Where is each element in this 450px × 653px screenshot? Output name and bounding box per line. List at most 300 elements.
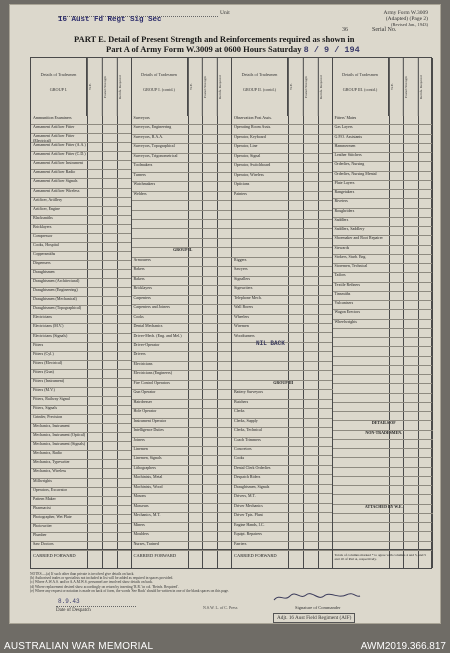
table-row: Nurses, Trained bbox=[132, 542, 188, 551]
table-row-rule bbox=[87, 451, 131, 460]
table-row-rule bbox=[188, 419, 232, 428]
table-row-rule bbox=[288, 267, 332, 276]
table-row: Operator, Signal bbox=[232, 154, 288, 163]
table-row: Millwrights bbox=[31, 479, 87, 488]
table-row: Mechanics, Instrument (Signals) bbox=[31, 442, 87, 451]
table-row: Operating Room Assts. bbox=[232, 125, 288, 134]
table-row: Joiners bbox=[132, 438, 188, 447]
table-row: Clerks, Supply bbox=[232, 419, 288, 428]
table-row: Drivers bbox=[132, 352, 188, 361]
table-row: Driver Mechanics bbox=[232, 504, 288, 513]
table-row: GROUP III bbox=[232, 381, 333, 390]
table-row: Lithographers bbox=[132, 466, 188, 475]
table-row bbox=[232, 211, 288, 220]
column-header-3: Reinfs. Required bbox=[418, 58, 433, 116]
table-row-rule bbox=[87, 189, 131, 198]
table-row: Fitters (M.V.) bbox=[31, 388, 87, 397]
table-row-rule bbox=[389, 209, 433, 218]
table-row: Clerks bbox=[232, 409, 288, 418]
table-row-rule bbox=[188, 163, 232, 172]
part-a-title-text: Part A of Army Form W.3009 at 0600 Hours Saturday bbox=[106, 44, 302, 54]
column-header-1: W.E. bbox=[389, 58, 404, 116]
table-row-rule bbox=[389, 199, 433, 208]
table-row-rule bbox=[87, 352, 131, 361]
carried-forward: CARRIED FORWARD bbox=[132, 549, 232, 568]
note-a: NOTES.—(a) If such other than private is involved give details on back. bbox=[30, 572, 135, 576]
table-row-rule bbox=[87, 315, 131, 324]
table-row bbox=[333, 366, 389, 375]
table-row: Saddlers bbox=[333, 218, 389, 227]
footer-institution: AUSTRALIAN WAR MEMORIAL bbox=[4, 641, 154, 652]
table-row-rule bbox=[188, 352, 232, 361]
table-row-rule bbox=[87, 406, 131, 415]
column-header-1: W.E. bbox=[188, 58, 203, 116]
table-row: Mechanics, Radio bbox=[31, 451, 87, 460]
table-row-rule bbox=[87, 497, 131, 506]
table-column-2 bbox=[132, 58, 233, 568]
table-row: Riggers bbox=[232, 258, 288, 267]
table-row-rule bbox=[87, 270, 131, 279]
column-header-2: Posted Strength bbox=[303, 58, 318, 116]
table-column-3 bbox=[232, 58, 333, 568]
table-row: Ammunition Examiners bbox=[31, 116, 87, 125]
table-row: Wheelers bbox=[232, 315, 288, 324]
table-row-rule bbox=[87, 161, 131, 170]
table-row-rule bbox=[389, 412, 433, 421]
table-row: Carpenters and Joiners bbox=[132, 305, 188, 314]
table-row: Rangetakers bbox=[333, 190, 389, 199]
table-row-rule bbox=[288, 371, 332, 380]
table-row-rule bbox=[389, 144, 433, 153]
table-row-rule bbox=[288, 135, 332, 144]
table-row: Electricians (M.V.) bbox=[31, 324, 87, 333]
table-row: ATTACHED BY W.E. bbox=[333, 505, 434, 514]
table-row: Roughriders bbox=[333, 209, 389, 218]
table-row: Fitters (Cyl.) bbox=[31, 352, 87, 361]
table-row bbox=[232, 371, 288, 380]
table-row: Fitters, Railway Signal bbox=[31, 397, 87, 406]
table-row-rule bbox=[87, 533, 131, 542]
table-row-rule bbox=[87, 469, 131, 478]
table-row-rule bbox=[288, 485, 332, 494]
column-header-details-text: Details of Tradesmen bbox=[241, 72, 278, 77]
table-row: Operator, Line bbox=[232, 144, 288, 153]
table-row: Signallers bbox=[232, 277, 288, 286]
table-row: Draughtsmen (Topographical) bbox=[31, 306, 87, 315]
table-row-rule bbox=[288, 438, 332, 447]
table-row-rule bbox=[389, 301, 433, 310]
table-row: Tailors bbox=[333, 273, 389, 282]
table-row: Fitters (Gun) bbox=[31, 370, 87, 379]
table-row-rule bbox=[288, 419, 332, 428]
table-row-rule bbox=[389, 431, 433, 440]
table-row bbox=[232, 352, 288, 361]
table-row-rule bbox=[87, 361, 131, 370]
table-row: Armament Artificer Radio bbox=[31, 170, 87, 179]
table-row bbox=[232, 220, 288, 229]
table-row-rule bbox=[188, 258, 232, 267]
column-header-details-text: Details of Tradesmen bbox=[40, 72, 77, 77]
table-row-rule bbox=[389, 384, 433, 393]
table-row-rule bbox=[188, 371, 232, 380]
table-row-rule bbox=[87, 424, 131, 433]
table-row bbox=[333, 514, 389, 523]
table-row: Photowriter bbox=[31, 524, 87, 533]
table-row-rule bbox=[288, 277, 332, 286]
column-header-details-text: Details of Tradesmen bbox=[141, 72, 177, 77]
table-row: Dental Mechanics bbox=[132, 324, 188, 333]
table-row-rule bbox=[389, 375, 433, 384]
table-row-rule bbox=[288, 447, 332, 456]
table-row-rule bbox=[389, 116, 433, 125]
table-row bbox=[333, 384, 389, 393]
table-row-rule bbox=[389, 505, 433, 514]
table-row-rule bbox=[188, 315, 232, 324]
table-row bbox=[333, 412, 389, 421]
table-row: Armament Artificer Fitter (C.D.) bbox=[31, 152, 87, 161]
table-row: GROUP II. bbox=[132, 248, 233, 257]
table-row: Artificer, Engine bbox=[31, 207, 87, 216]
table-row: Shoemaker and Boot Repairer bbox=[333, 236, 389, 245]
table-row-rule bbox=[87, 216, 131, 225]
table-row: Stokers, Starb. Eng. bbox=[333, 255, 389, 264]
table-row-rule bbox=[389, 329, 433, 338]
table-row-rule bbox=[389, 310, 433, 319]
table-row-rule bbox=[288, 428, 332, 437]
table-row: Orderlies, Nursing bbox=[333, 162, 389, 171]
table-row-rule bbox=[87, 125, 131, 134]
table-row: Textile Refiners bbox=[333, 283, 389, 292]
table-row: Leather Stitchers bbox=[333, 153, 389, 162]
table-row: Engine Hands, I.C. bbox=[232, 523, 288, 532]
table-row: Fitters (Instrument) bbox=[31, 379, 87, 388]
carried-forward: CARRIED FORWARD bbox=[31, 549, 131, 568]
table-row-rule bbox=[288, 229, 332, 238]
table-row-rule bbox=[288, 532, 332, 541]
table-row: Observation Post Assts. bbox=[232, 116, 288, 125]
table-row: Cooks bbox=[132, 315, 188, 324]
table-row-rule bbox=[288, 211, 332, 220]
table-row: NON-TRADESMEN. bbox=[333, 431, 434, 440]
table-row-rule bbox=[389, 421, 433, 430]
table-row-rule bbox=[389, 227, 433, 236]
table-row-rule bbox=[188, 211, 232, 220]
table-row-rule bbox=[389, 523, 433, 532]
table-row: Storemen, Technical bbox=[333, 264, 389, 273]
table-row-rule bbox=[87, 515, 131, 524]
table-row-rule bbox=[87, 170, 131, 179]
table-row bbox=[132, 229, 188, 238]
table-row-rule bbox=[188, 296, 232, 305]
table-row: Cooks bbox=[232, 456, 288, 465]
table-row bbox=[333, 338, 389, 347]
table-row-rule bbox=[288, 296, 332, 305]
table-row: Pattern Maker bbox=[31, 497, 87, 506]
table-row-rule bbox=[389, 190, 433, 199]
table-row-rule bbox=[87, 334, 131, 343]
table-row-rule bbox=[288, 163, 332, 172]
table-row: Dispensers bbox=[31, 261, 87, 270]
table-row-rule bbox=[288, 523, 332, 532]
column-header-1: W.E. bbox=[87, 58, 102, 116]
table-row-rule bbox=[288, 116, 332, 125]
table-row: Instrument Operator bbox=[132, 419, 188, 428]
table-row bbox=[232, 239, 288, 248]
table-row-rule bbox=[87, 179, 131, 188]
table-row-rule bbox=[188, 475, 232, 484]
table-row: Hole Operator bbox=[132, 409, 188, 418]
table-row-rule bbox=[188, 220, 232, 229]
table-row: Armourers bbox=[132, 258, 188, 267]
table-row: Fitters' Mates bbox=[333, 116, 389, 125]
note-d: (d) Where replacement desired show accordingly on return by inserting 'R.R.' in col. 'Reinfs. Required'. bbox=[30, 584, 179, 589]
table-row: Armament Artificer Fitter (A.A.) bbox=[31, 143, 87, 152]
table-row-rule bbox=[389, 273, 433, 282]
table-row-rule bbox=[389, 347, 433, 356]
column-header-1: W.E. bbox=[288, 58, 303, 116]
table-row: Bakers bbox=[132, 277, 188, 286]
carried-forward: Totals of columns marked * to agree with columns 4 and 5, and 5 and 10 of Part A, respectively. bbox=[333, 549, 433, 568]
table-row: Dental Clerk Orderlies bbox=[232, 466, 288, 475]
unit-stamp: Adjt. 16 Aust Field Regiment (AIF) bbox=[273, 613, 355, 623]
table-row: Linemen bbox=[132, 447, 188, 456]
table-row: Tinsmiths bbox=[333, 292, 389, 301]
table-row: Butchers bbox=[232, 400, 288, 409]
table-row-rule bbox=[389, 514, 433, 523]
table-row: Despatch Riders bbox=[232, 475, 288, 484]
table-row bbox=[333, 347, 389, 356]
table-row: Operator, Wireless bbox=[232, 173, 288, 182]
form-sheet bbox=[9, 4, 441, 624]
table-row: Electricians bbox=[31, 315, 87, 324]
table-row bbox=[333, 495, 389, 504]
table-row bbox=[232, 362, 288, 371]
column-header-3: Reinfs. Required bbox=[318, 58, 333, 116]
notes-block bbox=[30, 572, 432, 593]
tradesmen-table bbox=[30, 57, 432, 569]
table-row-rule bbox=[389, 162, 433, 171]
note-c: (c) Where A.W.A.S. and/or A.A.M.W.S. personnel are involved show details on back. bbox=[30, 580, 154, 585]
table-row: Machinists, Metal bbox=[132, 475, 188, 484]
table-row-rule bbox=[188, 409, 232, 418]
table-row-rule bbox=[389, 486, 433, 495]
table-row: Wagon Erectors bbox=[333, 310, 389, 319]
table-row-rule bbox=[188, 144, 232, 153]
table-row-rule bbox=[389, 403, 433, 412]
table-row: Intelligence Duties bbox=[132, 428, 188, 437]
table-row: Compressor bbox=[31, 234, 87, 243]
table-row bbox=[333, 357, 389, 366]
table-row-rule bbox=[87, 324, 131, 333]
table-row-rule bbox=[188, 173, 232, 182]
column-header-group: GROUP III. (contd.) bbox=[342, 87, 378, 92]
table-row: Plate Layers bbox=[333, 181, 389, 190]
unit-label: Unit bbox=[220, 10, 230, 16]
table-row: Armament Artificer Fitter bbox=[31, 125, 87, 134]
table-row: Wall Borers bbox=[232, 305, 288, 314]
table-row: Drivers, M.T. bbox=[232, 494, 288, 503]
table-row-rule bbox=[389, 320, 433, 329]
table-row-rule bbox=[87, 243, 131, 252]
table-row-rule bbox=[188, 343, 232, 352]
table-row bbox=[333, 403, 389, 412]
column-header-group: GROUP I. bbox=[49, 87, 68, 92]
table-column-1 bbox=[31, 58, 132, 568]
table-row-rule bbox=[389, 366, 433, 375]
table-row: Surveyors, Engineering bbox=[132, 125, 188, 134]
table-row: Hammermen bbox=[333, 144, 389, 153]
table-row: Concretors bbox=[232, 447, 288, 456]
table-row: DETAILS OF bbox=[333, 421, 434, 430]
table-row: Fitters bbox=[31, 343, 87, 352]
column-header-3: Reinfs. Required bbox=[117, 58, 132, 116]
table-row-rule bbox=[87, 279, 131, 288]
table-row-rule bbox=[288, 466, 332, 475]
table-row bbox=[132, 211, 188, 220]
part-e-title: PART E. Detail of Present Strength and Reinforcements required as shown in bbox=[74, 34, 355, 44]
table-row-rule bbox=[389, 394, 433, 403]
table-row-rule bbox=[288, 286, 332, 295]
table-row: Electricians (Signals) bbox=[31, 334, 87, 343]
table-row-rule bbox=[288, 182, 332, 191]
table-row-rule bbox=[87, 488, 131, 497]
table-row-rule bbox=[288, 258, 332, 267]
table-row bbox=[333, 458, 389, 467]
table-row: Armament Artificer Instrument bbox=[31, 161, 87, 170]
table-row-rule bbox=[389, 255, 433, 264]
table-row-rule bbox=[188, 182, 232, 191]
column-header-2: Posted Strength bbox=[202, 58, 217, 116]
table-row-rule bbox=[288, 343, 332, 352]
table-row: Grinder, Precision bbox=[31, 415, 87, 424]
serial-number: 36 bbox=[342, 27, 348, 33]
table-row bbox=[333, 440, 389, 449]
table-row: Coach Trimmers bbox=[232, 438, 288, 447]
table-row: Mechanics, M.T. bbox=[132, 513, 188, 522]
table-row-rule bbox=[188, 381, 232, 390]
table-row: G.P.O. Assistants bbox=[333, 135, 389, 144]
table-row-rule bbox=[87, 433, 131, 442]
table-row-rule bbox=[87, 225, 131, 234]
form-name: Army Form W.3009 bbox=[383, 10, 428, 16]
table-row-rule bbox=[288, 173, 332, 182]
table-row-rule bbox=[389, 283, 433, 292]
table-row-rule bbox=[188, 239, 232, 248]
table-row bbox=[132, 220, 188, 229]
table-row-rule bbox=[188, 125, 232, 134]
table-row-rule bbox=[188, 438, 232, 447]
table-row-rule bbox=[87, 288, 131, 297]
table-row bbox=[333, 523, 389, 532]
table-row-rule bbox=[188, 428, 232, 437]
unit-value: 16 Aust Fd Regt Sig Sec bbox=[58, 16, 162, 24]
table-row: Driver-Mech. (Eng. and Mel.) bbox=[132, 334, 188, 343]
serial-label: Serial No. bbox=[372, 27, 397, 33]
table-row-rule bbox=[87, 506, 131, 515]
table-row-rule bbox=[288, 144, 332, 153]
table-row bbox=[232, 201, 288, 210]
table-row-rule bbox=[389, 449, 433, 458]
table-row: Blacksmiths bbox=[31, 216, 87, 225]
return-date: 8 / 9 / 194 bbox=[303, 45, 360, 55]
column-header-group: GROUP II. (contd.) bbox=[242, 87, 277, 92]
table-row-rule bbox=[87, 343, 131, 352]
table-row-rule bbox=[188, 229, 232, 238]
table-row: Saddlers, Saddlery bbox=[333, 227, 389, 236]
table-row: Bakers bbox=[132, 267, 188, 276]
nil-back-annotation: NIL BACK bbox=[256, 340, 285, 347]
table-row-rule bbox=[389, 181, 433, 190]
table-row-rule bbox=[87, 306, 131, 315]
table-row: Painters bbox=[232, 192, 288, 201]
table-row: Mechanics, Instrument bbox=[31, 424, 87, 433]
table-row: Surveyors bbox=[132, 116, 188, 125]
table-row-rule bbox=[389, 292, 433, 301]
table-row: Equipt. Repairers bbox=[232, 532, 288, 541]
table-row-rule bbox=[389, 468, 433, 477]
table-row bbox=[333, 449, 389, 458]
table-row-rule bbox=[389, 246, 433, 255]
table-row-rule bbox=[87, 379, 131, 388]
table-row-rule bbox=[188, 400, 232, 409]
table-row: Driver Tpts. Plant bbox=[232, 513, 288, 522]
table-row bbox=[132, 201, 188, 210]
table-row-rule bbox=[188, 390, 232, 399]
column-header-details bbox=[232, 58, 288, 116]
carried-forward: CARRIED FORWARD bbox=[232, 549, 332, 568]
table-row-rule bbox=[288, 381, 332, 390]
table-row-rule bbox=[87, 388, 131, 397]
table-row: Woodturners bbox=[232, 334, 288, 343]
table-row: Draughtsmen (Engineering) bbox=[31, 288, 87, 297]
table-row-rule bbox=[87, 116, 131, 125]
table-row: Surveyors, R.A.A. bbox=[132, 135, 188, 144]
table-row: Artificer, Artillery bbox=[31, 198, 87, 207]
table-row: Sawyers bbox=[232, 267, 288, 276]
table-row: Wiremen bbox=[232, 324, 288, 333]
table-row: Linemen, Signals bbox=[132, 456, 188, 465]
table-row-rule bbox=[288, 305, 332, 314]
table-row-rule bbox=[389, 338, 433, 347]
column-header-details bbox=[333, 58, 389, 116]
table-row-rule bbox=[87, 134, 131, 143]
part-a-title bbox=[106, 44, 360, 55]
table-row: Draughtsmen, Signals bbox=[232, 485, 288, 494]
table-row-rule bbox=[389, 125, 433, 134]
table-row bbox=[333, 375, 389, 384]
table-row: Draughtsmen bbox=[31, 270, 87, 279]
table-row-rule bbox=[389, 172, 433, 181]
signature-label: Signature of Commander bbox=[295, 605, 341, 610]
table-row: Fitters, Signals bbox=[31, 406, 87, 415]
table-row-rule bbox=[188, 286, 232, 295]
table-row: Farriers bbox=[232, 542, 288, 551]
table-row-rule bbox=[87, 207, 131, 216]
table-row-rule bbox=[188, 504, 232, 513]
column-header-details bbox=[132, 58, 188, 116]
note-e: (e) Where any request or notation is made on back of form, the words 'See Back' should be written in one of the blank spaces on this page. bbox=[30, 588, 229, 593]
table-row-rule bbox=[389, 264, 433, 273]
table-row: Moulders bbox=[132, 532, 188, 541]
table-row-rule bbox=[188, 447, 232, 456]
table-row: Surveyors, Trigonometrical bbox=[132, 154, 188, 163]
table-row: Mechanics, Typewriter bbox=[31, 460, 87, 469]
table-row: Toolmakers bbox=[132, 163, 188, 172]
table-row-rule bbox=[188, 116, 232, 125]
table-row bbox=[232, 229, 288, 238]
despatch-label: Date of Despatch bbox=[56, 606, 136, 613]
table-row-rule bbox=[188, 248, 232, 257]
